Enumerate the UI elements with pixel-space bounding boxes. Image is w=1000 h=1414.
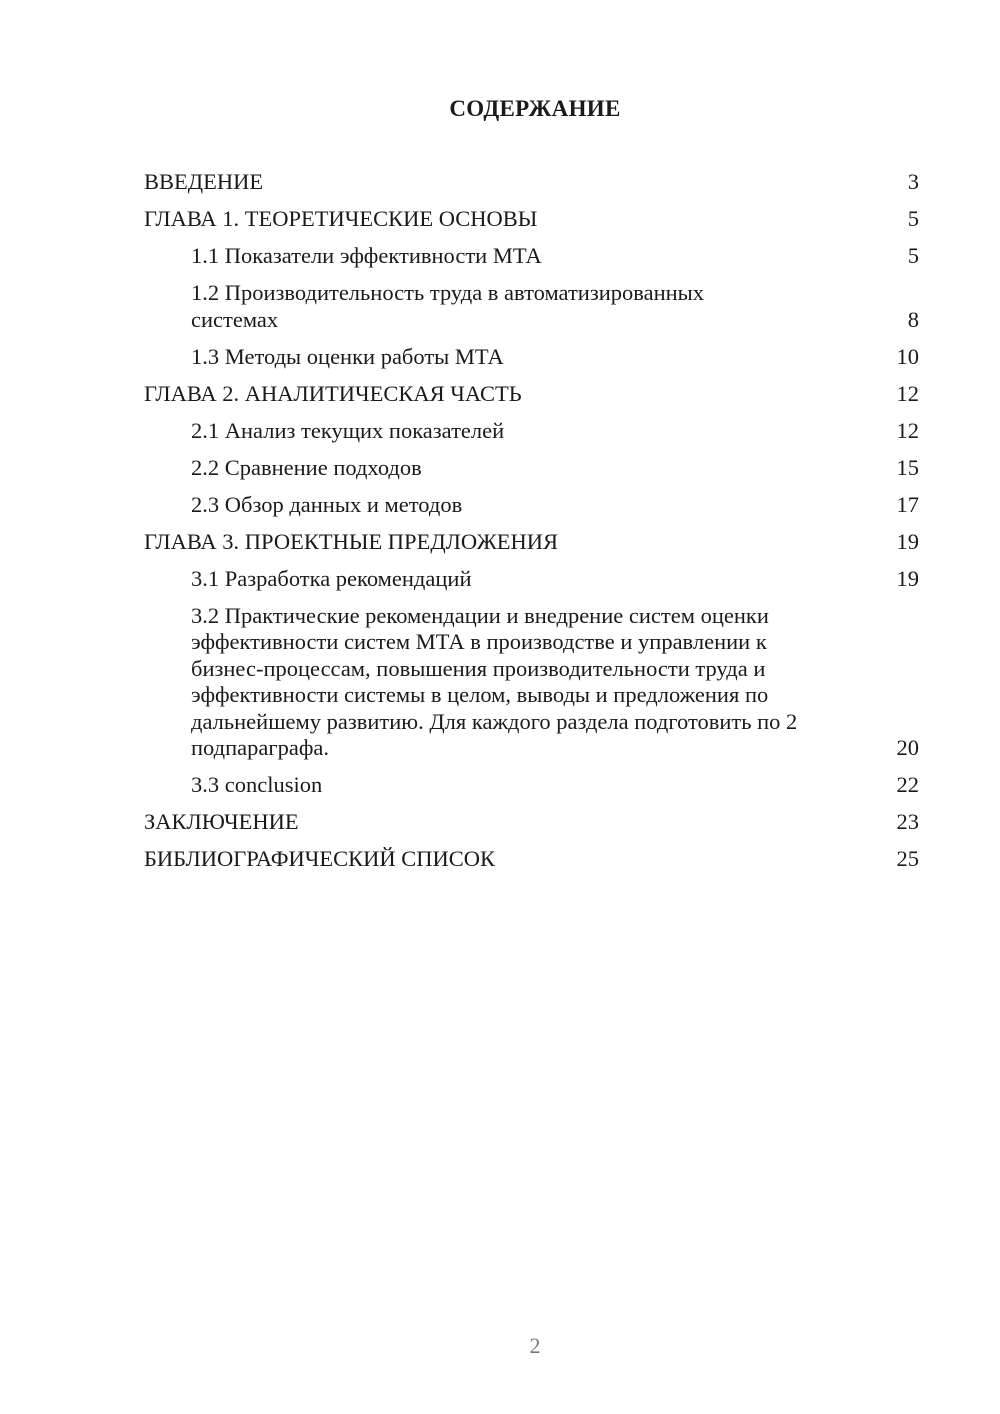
toc-entry-label: 2.3 Обзор данных и методов <box>191 491 463 517</box>
toc-entry-page: 12 <box>896 380 919 406</box>
toc-entry-section-3-3[interactable] <box>144 772 919 799</box>
toc-entry-page: 25 <box>896 846 919 871</box>
toc-entry-chapter-3[interactable] <box>144 529 919 556</box>
toc-entry-page: 8 <box>907 306 919 332</box>
toc-entry-section-1-1[interactable] <box>144 243 919 270</box>
toc-entry-label: 1.2 Производительность труда в автоматизированных системах <box>191 280 705 332</box>
toc-entry-section-1-2[interactable] <box>144 280 919 333</box>
toc-entry-section-2-3[interactable] <box>144 492 919 519</box>
toc-entry-page: 19 <box>896 528 919 554</box>
toc-entry-page: 3 <box>907 169 919 194</box>
toc-entry-label: 2.2 Сравнение подходов <box>191 454 422 480</box>
table-of-contents <box>144 169 919 883</box>
toc-entry-label: ГЛАВА 2. АНАЛИТИЧЕСКАЯ ЧАСТЬ <box>144 380 522 406</box>
toc-entry-page: 15 <box>896 454 919 480</box>
toc-entry-page: 5 <box>907 243 919 268</box>
toc-entry-page: 5 <box>907 206 919 231</box>
toc-entry-page: 22 <box>896 772 919 797</box>
toc-entry-section-2-2[interactable] <box>144 455 919 482</box>
toc-entry-page: 19 <box>896 565 919 591</box>
toc-entry-label: ЗАКЛЮЧЕНИЕ <box>144 809 299 834</box>
toc-entry-label: БИБЛИОГРАФИЧЕСКИЙ СПИСОК <box>144 846 496 871</box>
toc-entry-label: 3.1 Разработка рекомендаций <box>191 565 472 591</box>
toc-entry-chapter-2[interactable] <box>144 381 919 408</box>
toc-entry-introduction[interactable] <box>144 169 919 196</box>
toc-entry-label: 3.2 Практические рекомендации и внедрение систем оценки эффективности систем МТА в производстве и управлении к бизнес-процессам, повышения производительности труда и эффективности системы в целом, выводы и предложения по дальнейшему развитию. Для каждого раздела подготовить по 2 подпараграфа. <box>191 602 798 760</box>
toc-entry-page: 12 <box>896 417 919 443</box>
toc-entry-label: 2.1 Анализ текущих показателей <box>191 417 505 443</box>
toc-entry-section-1-3[interactable] <box>144 344 919 371</box>
page-number: 2 <box>529 1333 541 1358</box>
toc-entry-label: 1.3 Методы оценки работы МТА <box>191 343 504 369</box>
toc-entry-label: ГЛАВА 1. ТЕОРЕТИЧЕСКИЕ ОСНОВЫ <box>144 206 538 231</box>
toc-entry-label: 3.3 conclusion <box>191 772 323 797</box>
toc-entry-page: 10 <box>896 343 919 369</box>
toc-entry-page: 17 <box>896 491 919 517</box>
toc-entry-conclusion[interactable] <box>144 809 919 836</box>
toc-entry-page: 23 <box>896 809 919 834</box>
toc-entry-section-2-1[interactable] <box>144 418 919 445</box>
toc-entry-label: 1.1 Показатели эффективности МТА <box>191 243 542 268</box>
toc-entry-chapter-1[interactable] <box>144 206 919 233</box>
toc-entry-label: ГЛАВА 3. ПРОЕКТНЫЕ ПРЕДЛОЖЕНИЯ <box>144 528 559 554</box>
toc-entry-section-3-1[interactable] <box>144 566 919 593</box>
toc-title: СОДЕРЖАНИЕ <box>449 96 621 121</box>
toc-entry-section-3-2[interactable] <box>144 603 919 762</box>
toc-entry-label: ВВЕДЕНИЕ <box>144 169 264 194</box>
toc-entry-page: 20 <box>896 735 919 760</box>
toc-entry-bibliography[interactable] <box>144 846 919 873</box>
